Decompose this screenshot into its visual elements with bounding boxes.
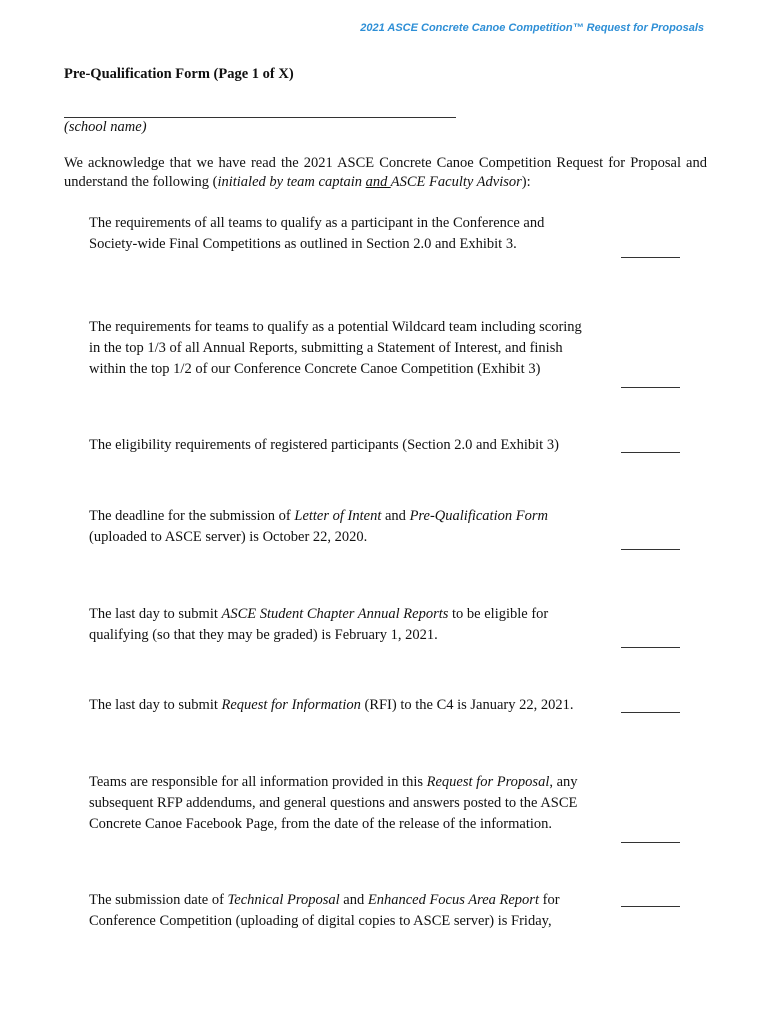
initial-blank-2[interactable] xyxy=(621,387,680,388)
initial-blank-3[interactable] xyxy=(621,452,680,453)
initial-blank-4[interactable] xyxy=(621,549,680,550)
initial-blank-8[interactable] xyxy=(621,906,680,907)
school-name-label: (school name) xyxy=(64,119,147,135)
item-5-line-2: qualifying (so that they may be graded) is February 1, 2021. xyxy=(89,627,438,643)
item-7-line-2: subsequent RFP addendums, and general questions and answers posted to the ASCE xyxy=(89,795,578,811)
initial-blank-7[interactable] xyxy=(621,842,680,843)
initial-blank-1[interactable] xyxy=(621,257,680,258)
item-2-line-2: in the top 1/3 of all Annual Reports, submitting a Statement of Interest, and finish xyxy=(89,340,563,356)
item-7-line-1: Teams are responsible for all information provided in this Request for Proposal, any xyxy=(89,774,578,790)
acknowledgement-item-1 xyxy=(89,213,609,255)
acknowledgement-item-2 xyxy=(89,317,609,380)
item-1-line-1: The requirements of all teams to qualify as a participant in the Conference and xyxy=(89,215,545,231)
item-7-line-3: Concrete Canoe Facebook Page, from the date of the release of the information. xyxy=(89,816,553,832)
document-header: 2021 ASCE Concrete Canoe Competition™ Request for Proposals xyxy=(360,22,704,34)
item-3-line-1: The eligibility requirements of registered participants (Section 2.0 and Exhibit 3) xyxy=(89,437,559,453)
item-8-line-2: Conference Competition (uploading of digital copies to ASCE server) is Friday, xyxy=(89,913,552,929)
form-title: Pre-Qualification Form (Page 1 of X) xyxy=(64,66,294,82)
item-1-line-2: Society-wide Final Competitions as outlined in Section 2.0 and Exhibit 3. xyxy=(89,236,517,252)
acknowledgement-item-5 xyxy=(89,604,609,646)
initial-blank-5[interactable] xyxy=(621,647,680,648)
acknowledgement-item-3 xyxy=(89,435,609,456)
acknowledgement-item-4 xyxy=(89,506,609,548)
item-4-line-2: (uploaded to ASCE server) is October 22, 2020. xyxy=(89,529,368,545)
school-name-line[interactable] xyxy=(64,117,456,118)
acknowledgement-item-6 xyxy=(89,695,609,716)
item-2-line-3: within the top 1/2 of our Conference Concrete Canoe Competition (Exhibit 3) xyxy=(89,361,541,377)
item-2-line-1: The requirements for teams to qualify as a potential Wildcard team including scoring xyxy=(89,319,582,335)
acknowledgement-item-7 xyxy=(89,772,609,835)
item-6-line-1: The last day to submit Request for Information (RFI) to the C4 is January 22, 2021. xyxy=(89,697,574,713)
item-5-line-1: The last day to submit ASCE Student Chapter Annual Reports to be eligible for xyxy=(89,606,549,622)
item-4-line-1: The deadline for the submission of Letter of Intent and Pre-Qualification Form xyxy=(89,508,548,524)
acknowledgement-item-8 xyxy=(89,890,609,932)
item-8-line-1: The submission date of Technical Proposal and Enhanced Focus Area Report for xyxy=(89,892,560,908)
intro-paragraph: We acknowledge that we have read the 2021 ASCE Concrete Canoe Competition Request for Proposal and understand the following (initialed by team captain and ASCE Faculty Advisor): xyxy=(64,155,707,190)
initial-blank-6[interactable] xyxy=(621,712,680,713)
